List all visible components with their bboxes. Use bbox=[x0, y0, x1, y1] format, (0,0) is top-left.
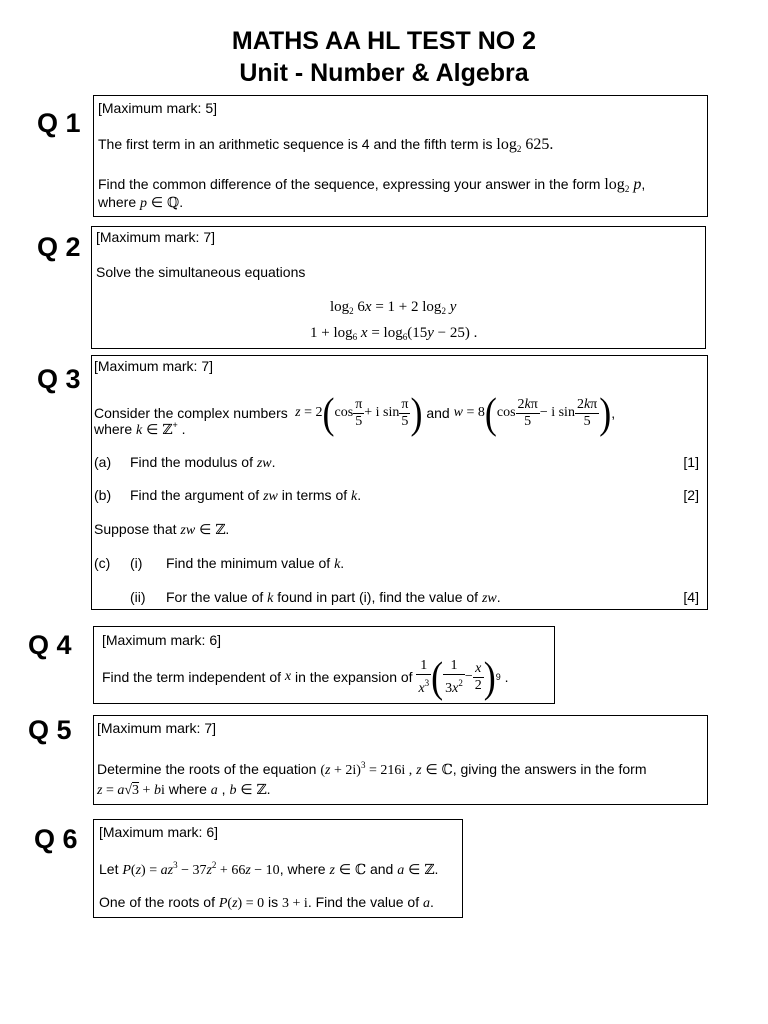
q3-max-mark: [Maximum mark: 7] bbox=[94, 358, 214, 374]
question-6-box bbox=[93, 819, 463, 918]
q3-part-a: (a) bbox=[94, 454, 112, 470]
q3-part-a-mark: [1] bbox=[683, 454, 699, 470]
question-5-label: Q 5 bbox=[28, 715, 72, 745]
q1-log-expression: $\log_2 625$. bbox=[496, 136, 554, 154]
question-4-box bbox=[93, 626, 555, 704]
q2-max-mark: [Maximum mark: 7] bbox=[96, 229, 216, 245]
question-2-label: Q 2 bbox=[37, 232, 81, 262]
question-1-label: Q 1 bbox=[37, 108, 81, 138]
q2-intro: Solve the simultaneous equations bbox=[96, 264, 306, 280]
q5-text-line-1: Determine the roots of the equation $(z + 2i)^3 = 216i$ , z ∈ ℂ, giving the answers in the form bbox=[97, 760, 647, 778]
q1-max-mark: [Maximum mark: 5] bbox=[98, 100, 218, 116]
q5-max-mark: [Maximum mark: 7] bbox=[97, 720, 217, 736]
q3-intro-line: Consider the complex numbers z = 2 ( cos $\frac{\pi}{5}$ + i sin $\frac{\pi}{5}$ ) and w = 8 ( cos $\frac{2k\pi}{5}$ − i sin $\frac{2k\pi}{5}$ ) , bbox=[94, 389, 616, 437]
q3-part-c: (c) bbox=[94, 555, 111, 571]
q3-part-ci: (i) bbox=[130, 555, 143, 571]
question-4-label: Q 4 bbox=[28, 630, 72, 660]
q3-part-cii: (ii) bbox=[130, 589, 146, 605]
question-3-box bbox=[91, 355, 708, 610]
q1-line-3-text: where bbox=[98, 194, 137, 210]
q4-text-line: Find the term independent of x in the expansion of $\frac{1}{x^3}$ ( $\frac{1}{3x^2}$ − $\frac{x}{2}$ ) 9 . bbox=[102, 653, 509, 701]
q3-where-line: where k ∈ ℤ+ . bbox=[94, 420, 186, 438]
q3-part-cii-text: For the value of k found in part (i), find the value of zw. bbox=[166, 589, 501, 606]
q6-roots-line: One of the roots of P(z) = 0 is 3 + i. Find the value of a. bbox=[99, 894, 434, 911]
q4-max-mark: [Maximum mark: 6] bbox=[102, 632, 222, 648]
q6-let-line: Let $P(z) = az^3 - 37z^2 + 66z - 10$, where z ∈ ℂ and a ∈ ℤ. bbox=[99, 860, 439, 878]
question-1-box bbox=[93, 95, 708, 217]
q1-line-1-text: The first term in an arithmetic sequence is 4 and the fifth term is bbox=[98, 136, 493, 152]
q1-line-1 bbox=[98, 136, 553, 154]
q3-part-ci-text: Find the minimum value of k. bbox=[166, 555, 345, 572]
q2-equation-1: $\log_2 6x = 1 + 2$ $\log_2 y$ bbox=[330, 299, 457, 316]
q2-equation-2: $1 + \log_6 x = \log_6(15y - 25)$ . bbox=[310, 325, 478, 342]
q1-line-3: where p ∈ ℚ. bbox=[98, 194, 184, 211]
q3-part-c-mark: [4] bbox=[683, 589, 699, 605]
question-3-label: Q 3 bbox=[37, 364, 81, 394]
q1-line-2: Find the common difference of the sequence, expressing your answer in the form $\log_2 p$, bbox=[98, 176, 646, 194]
q3-suppose: Suppose that zw ∈ ℤ. bbox=[94, 521, 230, 538]
q3-part-b-text: Find the argument of zw in terms of k. bbox=[130, 487, 362, 504]
test-title: MATHS AA HL TEST NO 2 bbox=[231, 27, 537, 55]
question-5-box bbox=[93, 715, 708, 805]
q1-line-2-text: Find the common difference of the sequence, expressing your answer in the form bbox=[98, 176, 601, 192]
unit-subtitle: Unit - Number & Algebra bbox=[239, 59, 529, 87]
q5-text-line-2: z = a√3 + bi where a , b ∈ ℤ. bbox=[97, 781, 271, 798]
q3-part-a-text: Find the modulus of zw. bbox=[130, 454, 276, 471]
q3-part-b-mark: [2] bbox=[683, 487, 699, 503]
question-2-box bbox=[91, 226, 706, 349]
q6-max-mark: [Maximum mark: 6] bbox=[99, 824, 219, 840]
q3-part-b: (b) bbox=[94, 487, 112, 503]
question-6-label: Q 6 bbox=[34, 824, 78, 854]
